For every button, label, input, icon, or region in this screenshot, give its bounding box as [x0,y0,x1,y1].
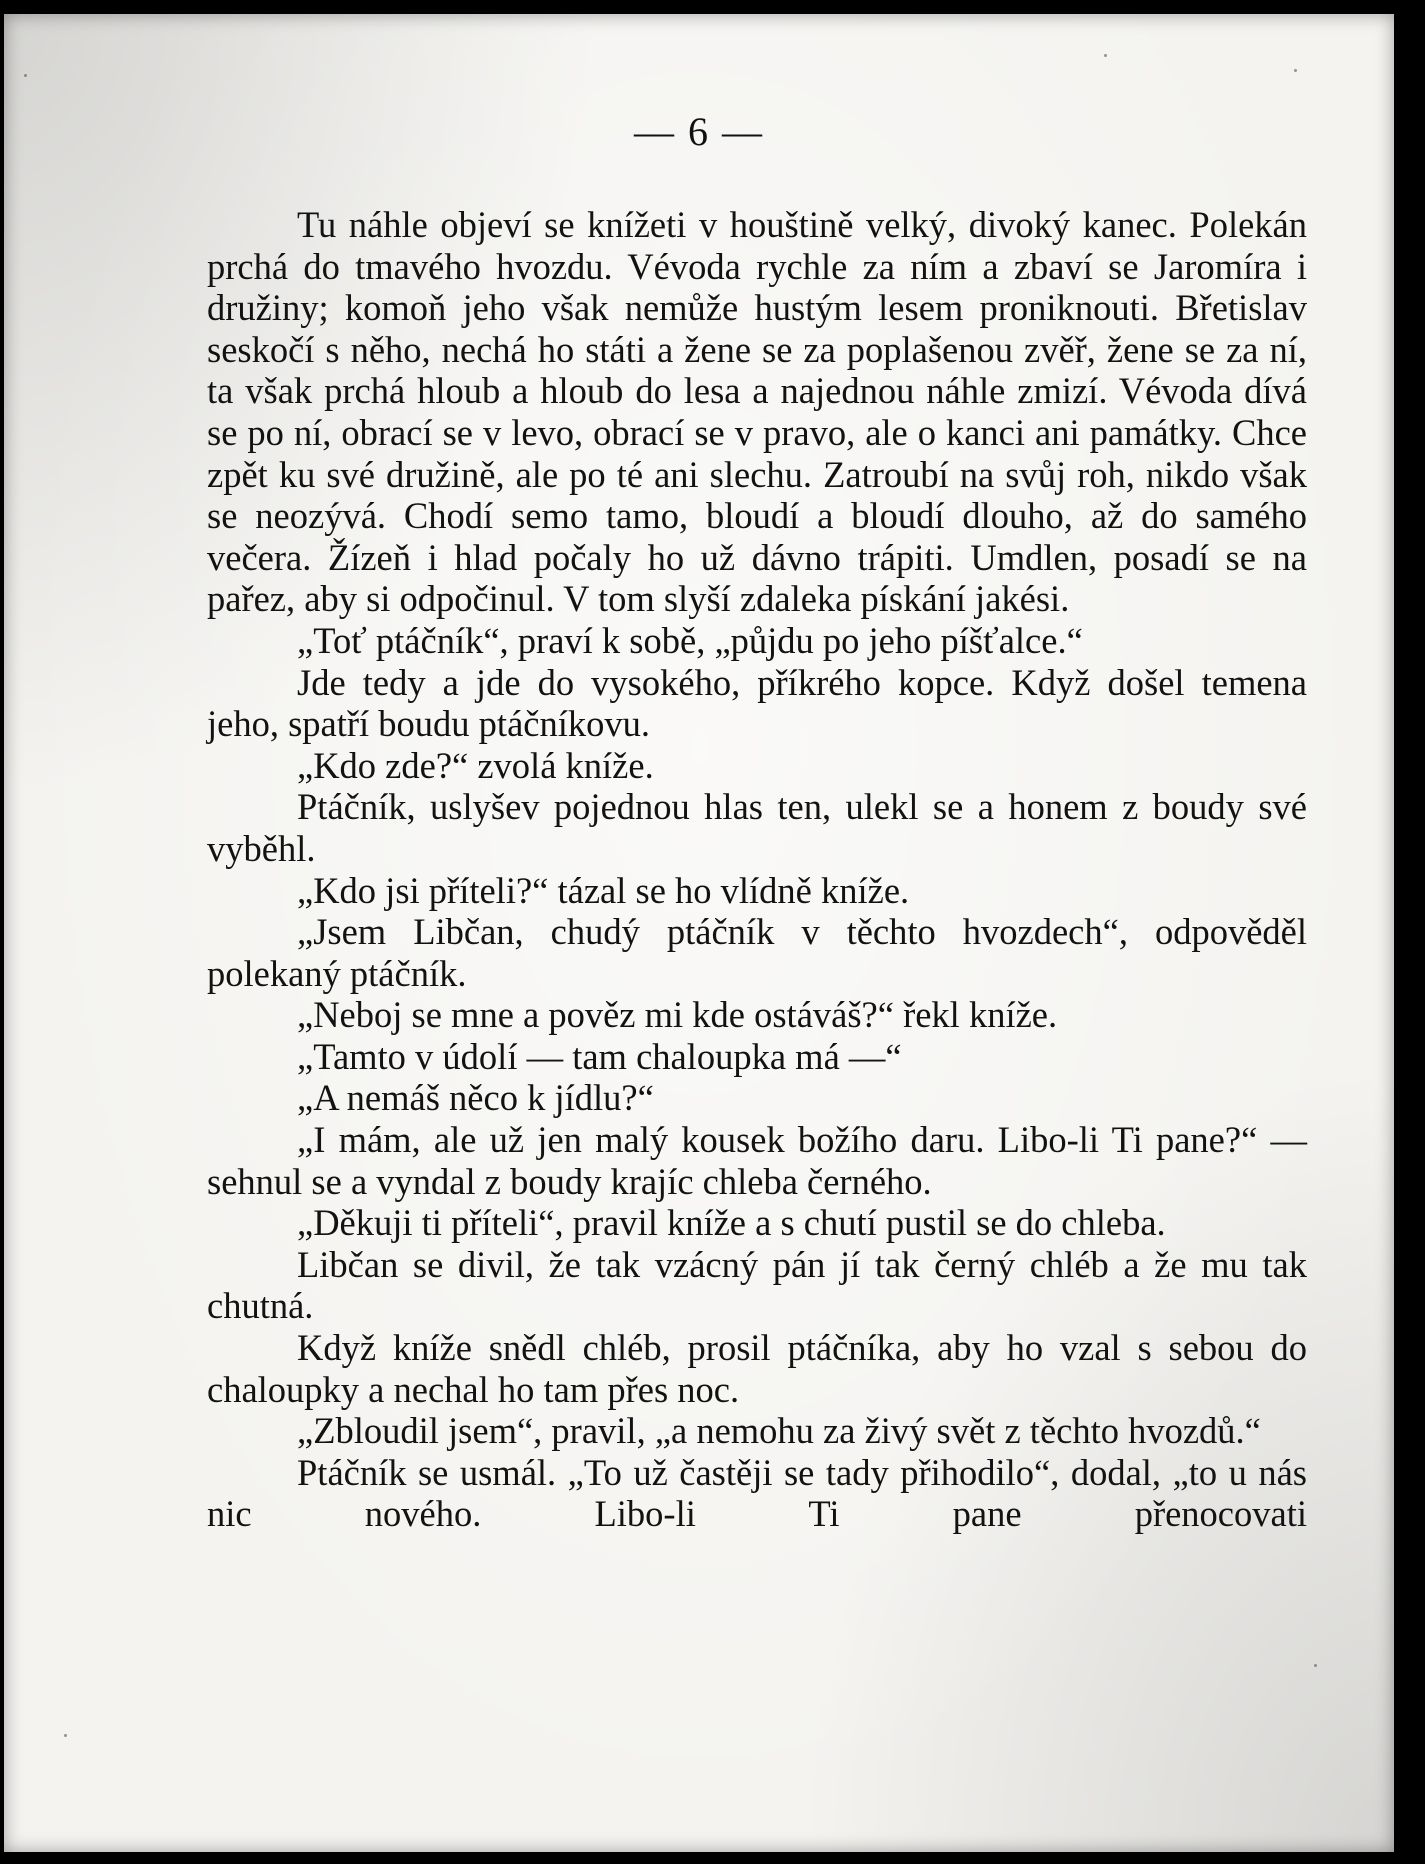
paragraph: Jde tedy a jde do vysokého, příkrého kopce. Když došel temena jeho, spatří boudu ptáčníkovu. [207,661,1307,745]
paragraph: Libčan se divil, že tak vzácný pán jí tak černý chléb a že mu tak chutná. [207,1243,1307,1327]
paragraph: „A nemáš něco k jídlu?“ [297,1077,654,1119]
paragraph: „I mám, ale už jen malý kousek božího daru. Libo-li Ti pane?“ — sehnul se a vyndal z boudy krajíc chleba černého. [207,1119,1307,1202]
paragraph: „Tamto v údolí — tam chaloupka má —“ [297,1035,902,1077]
paper-speck [24,74,27,77]
paper-speck [64,1734,67,1737]
paragraph: „Kdo zde?“ zvolá kníže. [297,744,654,786]
paragraph: „Neboj se mne a pověz mi kde ostáváš?“ řekl kníže. [297,994,1058,1036]
paragraph: Když kníže snědl chléb, prosil ptáčníka, aby ho vzal s sebou do chaloupky a nechal ho tam přes noc. [207,1327,1307,1410]
paragraph: „Děkuji ti příteli“, pravil kníže a s chutí pustil se do chleba. [297,1202,1166,1244]
paper-speck [1314,1664,1317,1667]
paragraph: „Toť ptáčník“, praví k sobě, „půjdu po jeho píšťalce.“ [297,619,1083,661]
paragraph: „Kdo jsi příteli?“ tázal se ho vlídně kníže. [297,869,910,911]
paper-speck [1294,69,1297,72]
paragraph: Tu náhle objeví se knížeti v houštině velký, divoký kanec. Polekán prchá do tmavého hvozdu. Vévoda rychle za ním a zbaví se Jaromíra i družiny; komoň jeho však nemůže hustým lesem proniknouti. Břetislav seskočí s něho, nechá ho státi a žene se za poplašenou zvěř, žene se za ní, ta však prchá hloub a hloub do lesa a najednou náhle zmizí. Vévoda dívá se po ní, obrací se v levo, obrací se v pravo, ale o kanci ani památky. Chce zpět ku své družině, ale po té ani slechu. Zatroubí na svůj roh, nikdo však se neozývá. Chodí semo tamo, bloudí a bloudí dlouho, až do samého večera. Žízeň i hlad počaly ho už dávno trápiti. Umdlen, posadí se na pařez, aby si odpočinul. V tom slyší zdaleka pískání jakési. [207,204,1307,620]
paragraph: Ptáčník se usmál. „To už častěji se tady přihodilo“, dodal, „to u nás nic nového. Libo-li Ti pane přenocovati [207,1451,1307,1535]
book-page [4,14,1394,1852]
page-number: — 6 — [634,109,764,154]
body-text [207,204,1307,1535]
paragraph: „Jsem Libčan, chudý ptáčník v těchto hvozdech“, odpověděl polekaný ptáčník. [207,911,1307,994]
paragraph: „Zbloudil jsem“, pravil, „a nemohu za živý svět z těchto hvozdů.“ [297,1410,1261,1452]
paragraph: Ptáčník, uslyšev pojednou hlas ten, ulekl se a honem z boudy své vyběhl. [207,786,1307,869]
paper-speck [1104,54,1107,57]
